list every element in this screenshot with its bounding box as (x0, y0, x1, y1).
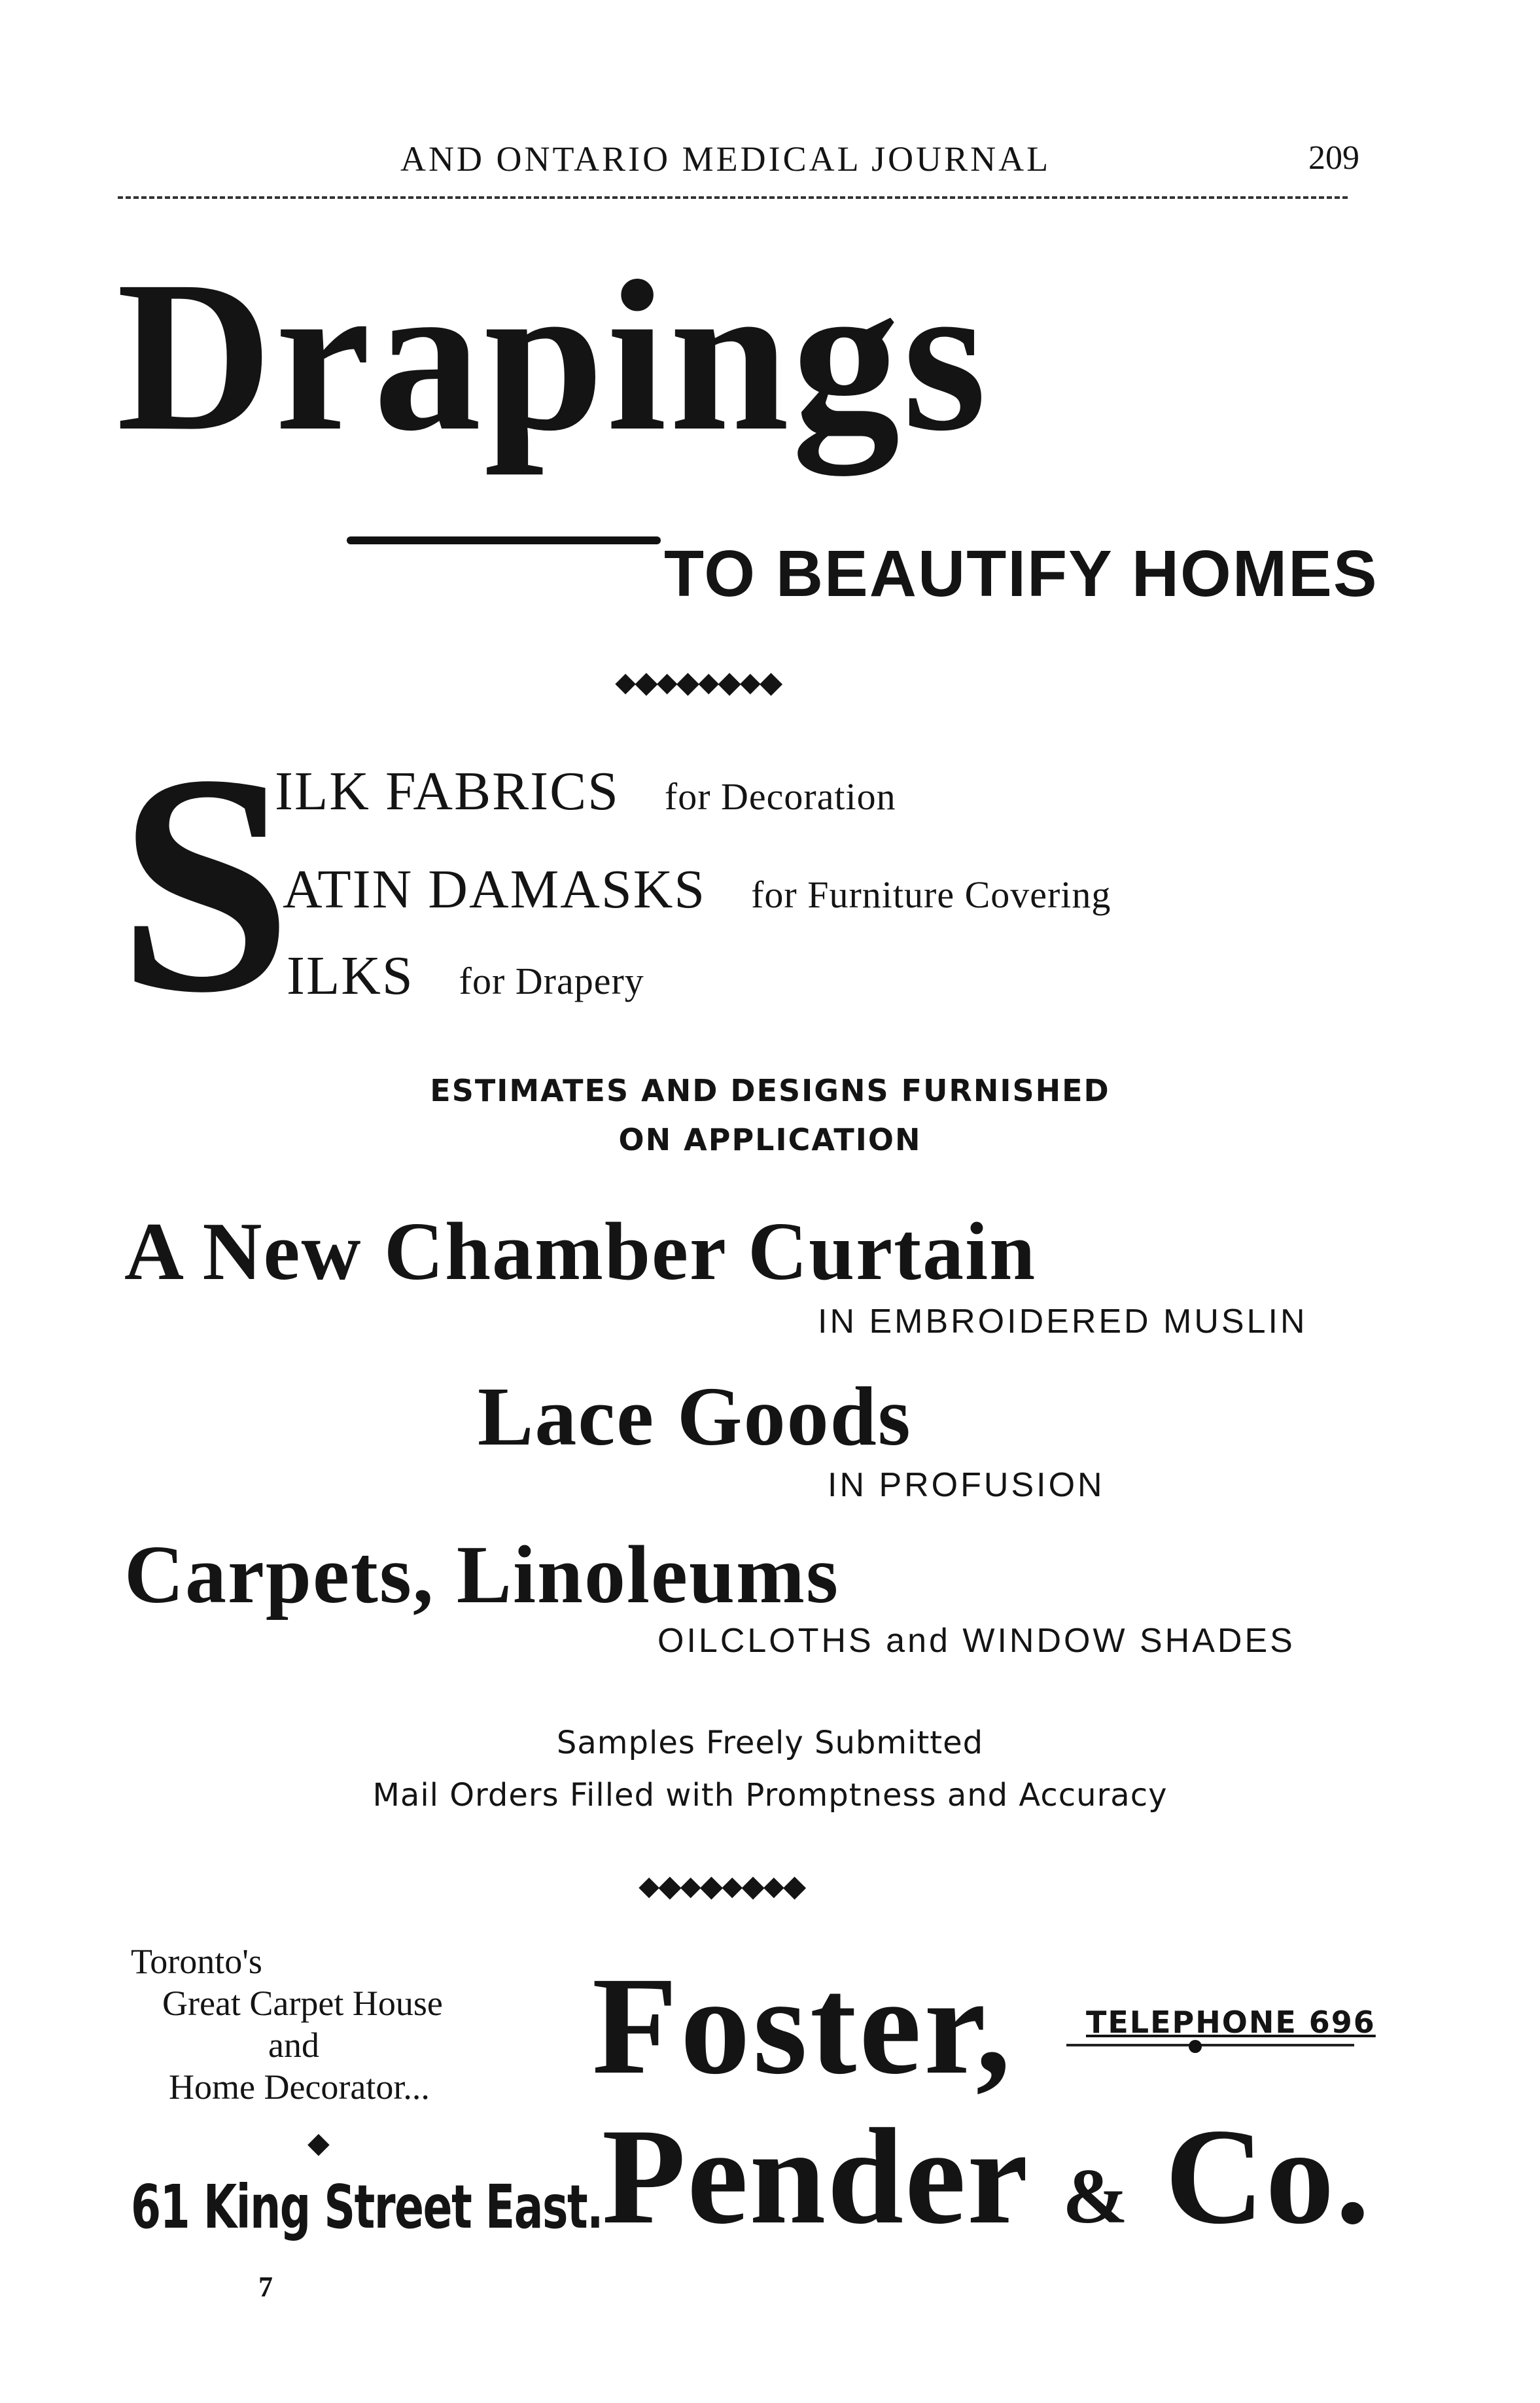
signature-mark: 7 (258, 2271, 273, 2303)
offering-heading-lace-goods: Lace Goods (478, 1370, 912, 1463)
telephone-rule (1066, 2044, 1354, 2046)
fabric-name: ILKS (287, 945, 414, 1006)
fabric-name: ATIN DAMASKS (283, 859, 707, 920)
telephone-dot (1189, 2040, 1202, 2053)
offering-sub-carpets: OILCLOTHS and WINDOW SHADES (657, 1622, 1295, 1660)
estimates-line: ON APPLICATION (618, 1122, 922, 1157)
subtitle: TO BEAUTIFY HOMES (664, 537, 1378, 610)
tagline-line: Toronto's (131, 1942, 262, 1981)
samples-line: Samples Freely Submitted (556, 1725, 984, 1761)
title-rule (347, 536, 661, 544)
firm-ampersand: & (1062, 2152, 1130, 2239)
fabric-note: for Drapery (459, 960, 644, 1002)
fabric-note: for Decoration (664, 775, 896, 818)
tagline-line: Home Decorator... (169, 2067, 430, 2107)
ornament-divider: ⬥◆⬥◆⬥◆⬥◆ (639, 1869, 805, 1903)
tagline (131, 1940, 443, 2108)
offering-heading-carpets: Carpets, Linoleums (124, 1530, 840, 1621)
offering-sub-lace-goods: IN PROFUSION (828, 1466, 1105, 1504)
address: 61 King Street East. (131, 2172, 603, 2242)
fabric-name: ILK FABRICS (275, 761, 620, 822)
offering-sub-chamber-curtain: IN EMBROIDERED MUSLIN (818, 1303, 1308, 1341)
firm-name-pender: Pender (602, 2101, 1027, 2253)
tagline-line: and (268, 2026, 319, 2065)
firm-name-co: Co. (1164, 2101, 1371, 2253)
running-head: AND ONTARIO MEDICAL JOURNAL (400, 139, 1051, 179)
telephone: TELEPHONE 696 (1086, 2005, 1376, 2040)
page-number: 209 (1308, 139, 1359, 177)
header-rule (118, 196, 1348, 199)
offering-heading-chamber-curtain: A New Chamber Curtain (124, 1206, 1037, 1297)
fabric-line-satin-damasks (283, 859, 1111, 920)
diamond-mark-icon: ◆ (307, 2127, 330, 2159)
tagline-line: Great Carpet House (162, 1984, 443, 2023)
drop-cap-s: S (118, 709, 292, 1057)
estimates-line: ESTIMATES AND DESIGNS FURNISHED (430, 1073, 1110, 1108)
fabric-note: for Furniture Covering (751, 873, 1111, 916)
firm-name-line-2 (602, 2101, 1371, 2253)
mail-orders-line: Mail Orders Filled with Promptness and Accuracy (372, 1777, 1168, 1814)
firm-name-line-1: Foster, (592, 1948, 1014, 2103)
page-title: Drapings (116, 237, 989, 476)
fabric-line-silk-fabrics (275, 761, 896, 822)
fabric-line-silks (287, 945, 644, 1006)
ornament-divider: ⬥◆⬥◆⬥◆⬥◆ (615, 665, 782, 699)
